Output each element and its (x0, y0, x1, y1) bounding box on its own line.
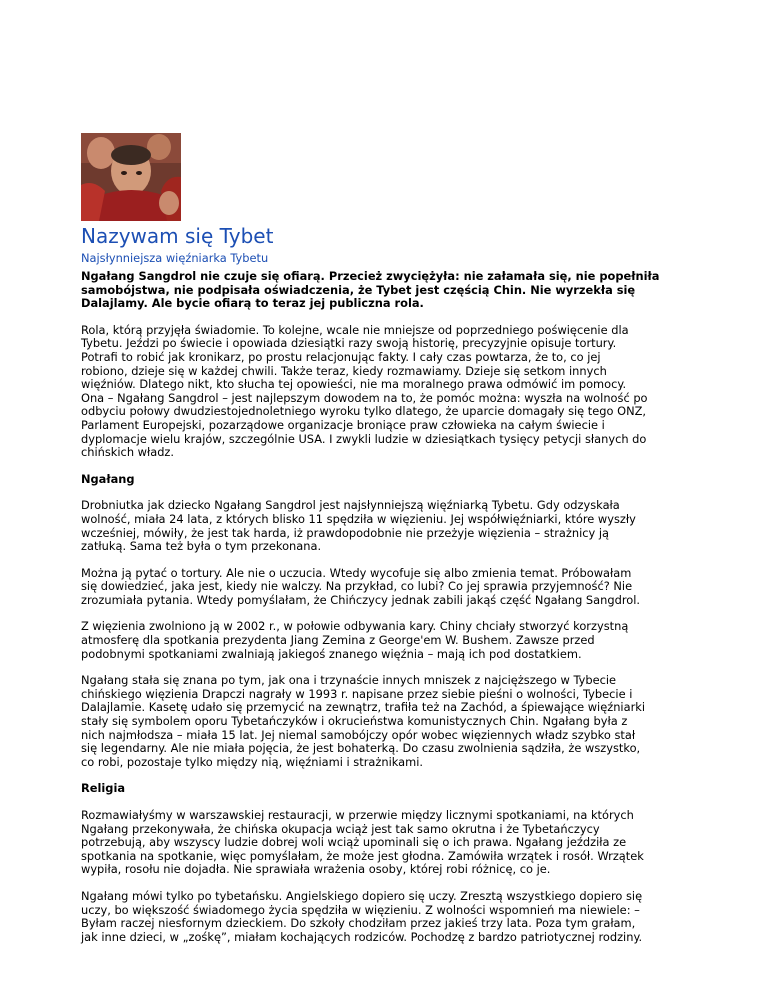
text-line: Ngałang mówi tylko po tybetańsku. Angielskiego dopiero się uczy. Zresztą wszystkiego dopiero się (81, 888, 643, 903)
paragraph (81, 620, 699, 661)
text-line: robiono, dzieje się w każdej chwili. Także teraz, kiedy rozmawiamy. Dzieje się setkom innych (81, 363, 607, 378)
text-line: Z więzienia zwolniono ją w 2002 r., w połowie odbywania kary. Chiny chciały stworzyć korzystną (81, 619, 629, 634)
nuns-photo (81, 133, 181, 221)
text-line: odbyciu połowy dwudziestojednoletniego wyroku tylko dlatego, że uparcie domagały się tego ONZ, (81, 404, 647, 419)
text-line: spotkania na spotkanie, więc pomyślałam, że może jest głodna. Zamówiła wrzątek i rosół. Wrzątek (81, 848, 644, 863)
text-line: Rola, którą przyjęła świadomie. To kolejne, wcale nie mniejsze od poprzedniego poświęcenie dla (81, 322, 629, 337)
text-line: chińskich władz. (81, 445, 175, 460)
text-line: Można ją pytać o tortury. Ale nie o uczucia. Wtedy wycofuje się albo zmienia temat. Próbowałam (81, 565, 632, 580)
lead-paragraph (81, 270, 699, 311)
text-line: Ngałang Sangdrol nie czuje się ofiarą. Przecież zwyciężyła: nie załamała się, nie popełniła (81, 269, 660, 283)
text-line: zatłuką. Sama też była o tym przekonana. (81, 539, 322, 554)
text-line: się dowiedzieć, jaka jest, kiedy nie walczy. Na przykład, co lubi? Co jej sprawia przyjemność? Nie (81, 579, 633, 594)
paragraph (81, 674, 699, 769)
text-line: Byłam raczej niesfornym dzieckiem. Do szkoły chodziłam przez jakieś trzy lata. Poza tym grałam, (81, 916, 636, 931)
article-title: Nazywam się Tybet (81, 224, 274, 248)
text-line: wolność, miała 24 lata, z których blisko 11 spędziła w więzieniu. Jej współwięźniarki, które wyszły (81, 511, 636, 526)
section-heading: Religia (81, 781, 126, 796)
text-line: atmosferę dla spotkania prezydenta Jiang Zemina z George'em W. Bushem. Zawsze przed (81, 633, 595, 648)
text-line: Rozmawiałyśmy w warszawskiej restauracji, w przerwie między licznymi spotkaniami, na których (81, 808, 634, 822)
article-subtitle: Najsłynniejsza więźniarka Tybetu (81, 251, 269, 265)
text-line: uczy, bo większość świadomego życia spędziła w więzieniu. Z wolności wspomnień ma niewiele: – (81, 902, 640, 917)
text-line: więźniów. Dlatego nikt, kto słucha tej opowieści, nie ma moralnego prawa odmówić im pomocy. (81, 377, 627, 392)
text-line: Parlament Europejski, pozarządowe organizacje broniące praw człowieka na całym świecie i (81, 417, 605, 432)
text-line: potrzebują, aby wszyscy ludzie dobrej woli wciąż upominali się o ich prawa. Ngałang jeździła ze (81, 835, 627, 850)
text-line: Tybetu. Jeździ po świecie i opowiada dziesiątki razy swoją historię, precyzyjnie opisuje tortury. (81, 336, 617, 351)
text-line: chińskiego więzienia Drapczi nagrały w 1993 r. napisane przez siebie pieśni o wolności, Tybecie i (81, 686, 633, 701)
text-line: Potrafi to robić jak kronikarz, po prostu relacjonując fakty. I cały czas powtarza, że to, co jej (81, 349, 601, 364)
section-heading: Ngałang (81, 471, 135, 486)
text-line: co robi, pozostaje tylko między nią, więźniami i strażnikami. (81, 754, 423, 769)
text-line: podobnymi spotkaniami zwalniają jakiegoś znanego więźnia – mają ich pod dostatkiem. (81, 646, 582, 661)
text-line: Ngałang stała się znana po tym, jak ona i trzynaście innych mniszek z najcięższego w Tybecie (81, 673, 617, 688)
text-line: się legendarny. Ale nie miała pojęcia, że jest bohaterką. Do czasu zwolnienia sądziła, że wszystko, (81, 741, 641, 756)
text-line: Ona – Ngałang Sangdrol – jest najlepszym dowodem na to, że pomóc można: wyszła na wolność po (81, 390, 648, 405)
text-line: zrozumiała pytania. Wtedy pomyślałam, że Chińczycy jednak zabili jakąś część Ngałang Sangdrol. (81, 592, 641, 607)
text-line: Dalajlamie. Kasetę udało się przemycić na zewnątrz, trafiła też na Zachód, a śpiewające więźniarki (81, 700, 646, 715)
text-line: samobójstwa, nie podpisała oświadczenia, że Tybet jest częścią Chin. Nie wyrzekła się (81, 282, 636, 297)
paragraph (81, 567, 699, 608)
paragraph (81, 499, 699, 553)
paragraph (81, 890, 699, 944)
text-line: Drobniutka jak dziecko Ngałang Sangdrol jest najsłynniejszą więźniarką Tybetu. Gdy odzyskała (81, 498, 620, 513)
text-line: dyplomacje wielu krajów, szczególnie USA. I zwykli ludzie w dziesiątkach tysięcy petycji słanych do (81, 431, 647, 446)
text-line: wypiła, rosołu nie dojadła. Nie sprawiała wrażenia osoby, której robi różnicę, co je. (81, 862, 551, 877)
article-body (81, 270, 699, 957)
paragraph (81, 324, 699, 460)
text-line: Ngałang przekonywała, że chińska okupacja wciąż jest tak samo okrutna i że Tybetańczycy (81, 821, 600, 836)
text-line: Dalajlamy. Ale bycie ofiarą to teraz jej publiczna rola. (81, 296, 424, 311)
text-line: stały się symbolem oporu Tybetańczyków i okrucieństwa komunistycznych Chin. Ngałang była z (81, 714, 628, 729)
text-line: wcześniej, mówiły, że jest tak harda, iż prawdopodobnie nie przeżyje więzienia – strażnicy ją (81, 525, 610, 540)
text-line: nich najmłodsza – miała 15 lat. Jej niemal samobójczy opór wobec więziennych władz szybko stał (81, 727, 636, 742)
paragraph (81, 809, 699, 877)
text-line: jak inne dzieci, w „zośkę”, miałam kochających rodziców. Pochodzę z bardzo patriotycznej rodziny. (81, 929, 643, 944)
